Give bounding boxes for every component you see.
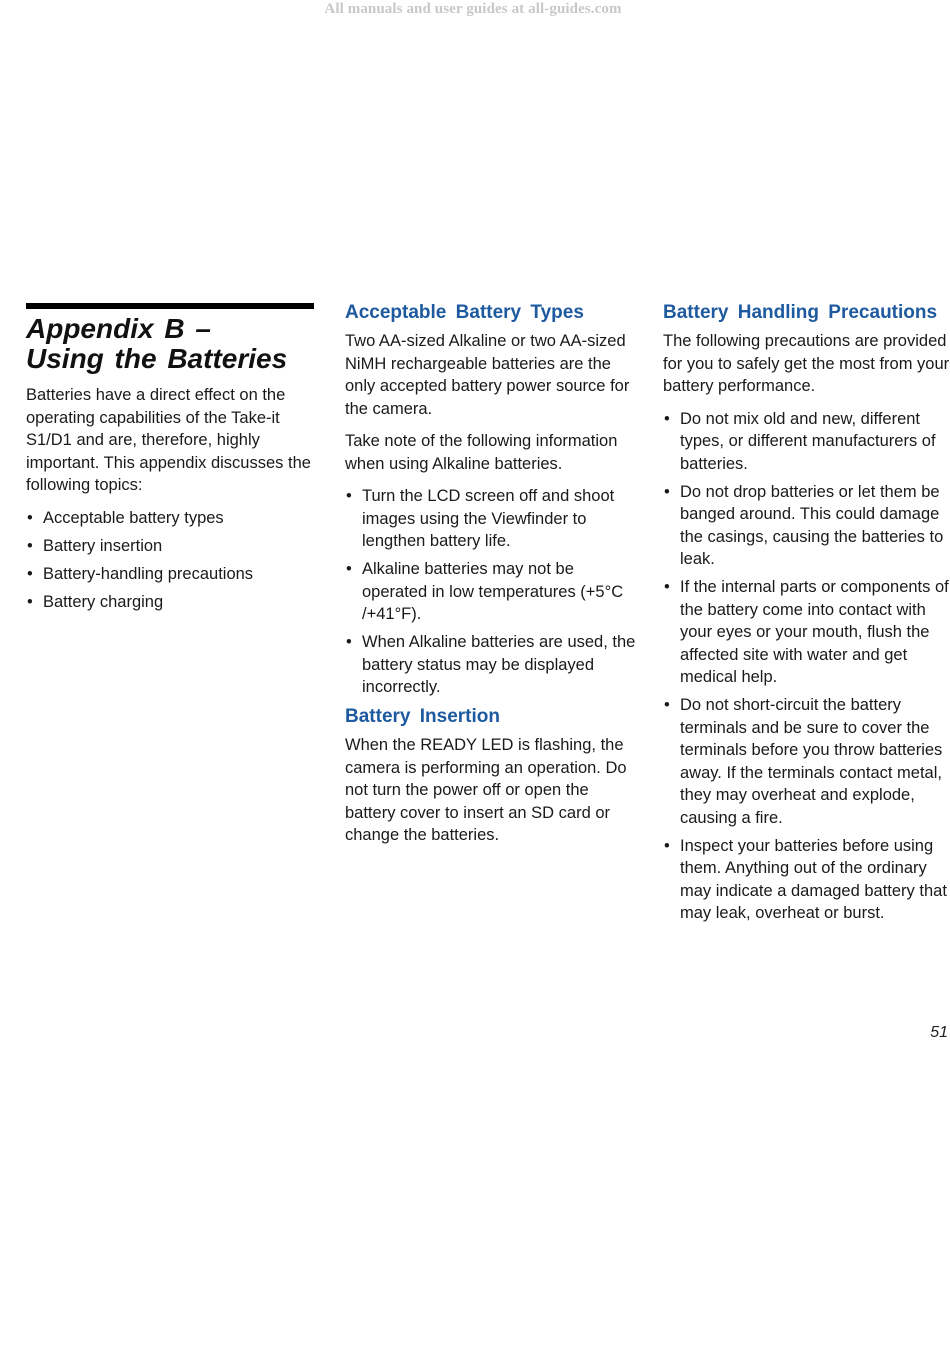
list-item bbox=[26, 591, 316, 614]
list-item bbox=[26, 535, 316, 558]
list-item bbox=[663, 576, 950, 689]
precautions-intro: The following precautions are provided for you to safely get the most from your battery performance. bbox=[663, 332, 950, 395]
list-item-text: Do not drop batteries or let them be banged around. This could damage the casings, causing the batteries to leak. bbox=[680, 482, 944, 568]
acceptable-types-para2: Take note of the following information when using Alkaline batteries. bbox=[345, 432, 618, 473]
battery-types-column bbox=[345, 300, 637, 847]
list-item-text: If the internal parts or components of the battery come into contact with your eyes or your mouth, flush the affected site with water and get medical help. bbox=[680, 578, 949, 686]
section-heading-acceptable-types: Acceptable Battery Types bbox=[345, 302, 584, 323]
bullet-icon: • bbox=[664, 409, 670, 428]
title-line-2: Using the Batteries bbox=[26, 343, 288, 374]
appendix-column bbox=[26, 300, 316, 619]
bullet-icon: • bbox=[664, 578, 670, 596]
topics-list bbox=[26, 507, 316, 614]
page-title bbox=[26, 314, 316, 374]
bullet-icon: • bbox=[27, 508, 33, 527]
list-item bbox=[345, 485, 637, 553]
list-item-text: Turn the LCD screen off and shoot images using the Viewfinder to lengthen battery life. bbox=[362, 487, 615, 550]
list-item-text: Do not mix old and new, different types, or different manufacturers of batteries. bbox=[680, 409, 936, 473]
list-item-text: Alkaline batteries may not be operated in low temperatures (+5°C /+41°F). bbox=[362, 560, 624, 623]
bullet-icon: • bbox=[664, 696, 670, 714]
title-line-1: Appendix B – bbox=[26, 313, 211, 344]
page-number: 51 bbox=[930, 1024, 948, 1041]
list-item bbox=[26, 563, 316, 586]
bullet-icon: • bbox=[346, 487, 352, 505]
insertion-para: When the READY LED is flashing, the camera is performing an operation. Do not turn the power off or open the battery cover to insert an SD card or change the batteries. bbox=[345, 736, 627, 844]
alkaline-notes-list bbox=[345, 485, 637, 699]
list-item bbox=[663, 835, 950, 925]
list-item-text: Battery charging bbox=[43, 592, 164, 611]
list-item-text: Do not short-circuit the battery terminals and be sure to cover the terminals before you throw batteries away. If the terminals contact metal, they may overheat and explode, causing a fire. bbox=[680, 696, 943, 827]
list-item bbox=[663, 481, 950, 571]
list-item-text: Battery-handling precautions bbox=[43, 564, 254, 583]
bullet-icon: • bbox=[27, 536, 33, 555]
watermark: All manuals and user guides at all-guides.com bbox=[324, 1, 622, 17]
list-item bbox=[663, 694, 950, 829]
bullet-icon: • bbox=[346, 560, 352, 578]
bullet-icon: • bbox=[346, 633, 352, 651]
title-rule bbox=[26, 303, 314, 309]
appendix-intro: Batteries have a direct effect on the operating capabilities of the Take-it S1/D1 and are, therefore, highly important. This appendix discusses the following topics: bbox=[26, 386, 311, 494]
section-heading-precautions: Battery Handling Precautions bbox=[663, 302, 938, 323]
section-heading-insertion: Battery Insertion bbox=[345, 706, 500, 727]
list-item bbox=[663, 408, 950, 476]
list-item-text: Acceptable battery types bbox=[43, 508, 224, 527]
bullet-icon: • bbox=[27, 564, 33, 583]
list-item bbox=[26, 507, 316, 530]
precautions-column bbox=[663, 300, 950, 930]
list-item bbox=[345, 558, 637, 626]
acceptable-types-para1: Two AA-sized Alkaline or two AA-sized NiMH rechargeable batteries are the only accepted battery power source for the camera. bbox=[345, 332, 630, 418]
precautions-list bbox=[663, 408, 950, 925]
list-item-text: Inspect your batteries before using them. Anything out of the ordinary may indicate a damaged battery that may leak, overheat or burst. bbox=[680, 836, 947, 922]
bullet-icon: • bbox=[664, 836, 670, 855]
bullet-icon: • bbox=[664, 482, 670, 501]
list-item-text: When Alkaline batteries are used, the battery status may be displayed incorrectly. bbox=[362, 633, 636, 696]
bullet-icon: • bbox=[27, 592, 33, 611]
list-item-text: Battery insertion bbox=[43, 536, 163, 555]
list-item bbox=[345, 631, 637, 699]
